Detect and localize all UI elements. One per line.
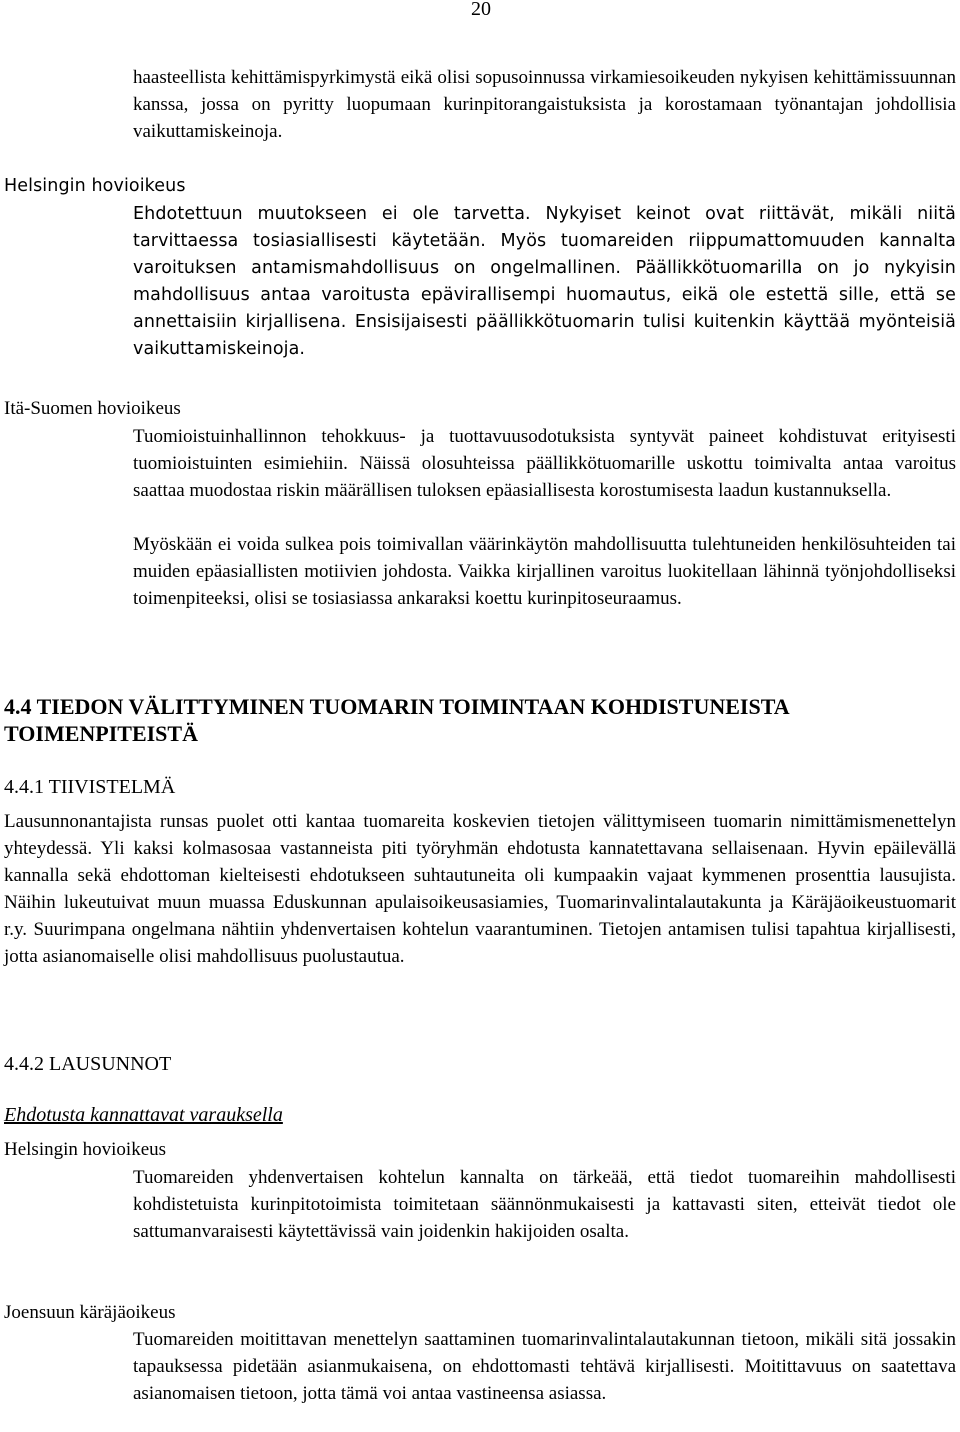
page-number: 20 (471, 0, 491, 20)
statements-heading: 4.4.2 LAUSUNNOT (4, 1053, 172, 1075)
joensuu-statement: Tuomareiden moitittavan menettelyn saattaminen tuomarinvalintalautakunnan tietoon, mikäli sitä jossakin tapauksessa pidetään asianmukaisena, on ehdottomasti tehtävä kirjallisesti. Moitittavuus on saatettava asianomaisen tietoon, jotta tämä voi antaa vastineensa asiassa. (133, 1329, 956, 1404)
org-name-helsinki-2: Helsingin hovioikeus (4, 1139, 167, 1160)
org-name-helsinki-1: Helsingin hovioikeus (4, 176, 186, 196)
section-heading: 4.4 TIEDON VÄLITTYMINEN TUOMARIN TOIMINTAAN KOHDISTUNEISTA TOIMENPITEISTÄ (4, 694, 789, 746)
helsinki-2-statement: Tuomareiden yhdenvertaisen kohtelun kannalta on tärkeää, että tiedot tuomareihin mahdollisesti kohdistetuista kurinpitotoimista toimitetaan säännönmukaisesti ja kattavasti siten, etteivät tiedot ole sattumanvaraisesti käytettävissä vain joidenkin hakijoiden osalta. (133, 1167, 956, 1242)
ita-suomi-statement-1: Tuomioistuinhallinnon tehokkuus- ja tuottavuusodotuksista syntyvät paineet kohdistuvat erityisesti tuomioistuinten esimiehiin. Näissä olosuhteissa päällikkötuomarille uskottu toimivalta antaa varoitus saattaa muodostaa riskin määrällisen tuloksen epäasiallisesta korostumisesta laadun kustannuksella. (133, 426, 956, 501)
helsinki-1-statement: Ehdotettuun muutokseen ei ole tarvetta. Nykyiset keinot ovat riittävät, mikäli niitä tarvittaessa tosiasiallisesti käytetään. Myös tuomareiden riippumattomuuden kannalta varoituksen antamismahdollisuus on ongelmallinen. Päällikkötuomarilla on jo nykyisin mahdollisuus antaa varoitusta epävirallisempi huomautus, eikä ole estettä sille, että se annettaisiin kirjallisena. Ensisijaisesti päällikkötuomarin tulisi kuitenkin käyttää myönteisiä vaikuttamiskeinoja. (133, 204, 956, 359)
statements-subheading: Ehdotusta kannattavat varauksella (4, 1104, 283, 1126)
ita-suomi-statement-2: Myöskään ei voida sulkea pois toimivallan väärinkäytön mahdollisuutta tulehtuneiden henkilösuhteiden tai muiden epäasiallisten motiivien johdosta. Vaikka kirjallinen varoitus luokitellaan lähinnä työnjohdolliseksi toimenpiteeksi, olisi se tosiasiassa ankaraksi koettu kurinpitoseuraamus. (133, 534, 956, 609)
org-name-ita-suomi: Itä-Suomen hovioikeus (4, 398, 181, 419)
summary-paragraph: Lausunnonantajista runsas puolet otti kantaa tuomareita koskevien tietojen välittymiseen tuomarin nimittämismenettelyn yhteydessä. Yli kaksi kolmasosaa vastanneista piti työryhmän ehdotusta kannatettavana sellaisenaan. Hyvin epäilevällä kannalla sekä ehdottoman kielteisesti ehdotukseen suhtautuneita oli kumpaakin vajaat kymmenen prosenttia lausujista. Näihin lukeutuivat muun muassa Eduskunnan apulaisoikeusasiamies, Tuomarinvalintalautakunta ja Käräjäoikeustuomarit r.y. Suurimpana ongelmana nähtiin yhdenvertaisen kohtelun vaarantuminen. Tietojen antamisen tulisi tapahtua kirjallisesti, jotta asianomaiselle olisi mahdollisuus puolustautua. (4, 811, 956, 967)
summary-heading: 4.4.1 TIIVISTELMÄ (4, 776, 176, 798)
org-name-joensuu: Joensuun käräjäoikeus (4, 1302, 176, 1323)
intro-paragraph: haasteellista kehittämispyrkimystä eikä olisi sopusoinnussa virkamiesoikeuden nykyisen kehittämissuunnan kanssa, jossa on pyritty luopumaan kurinpitorangaistuksista ja korostamaan työnantajan johdollisia vaikuttamiskeinoja. (133, 67, 956, 142)
